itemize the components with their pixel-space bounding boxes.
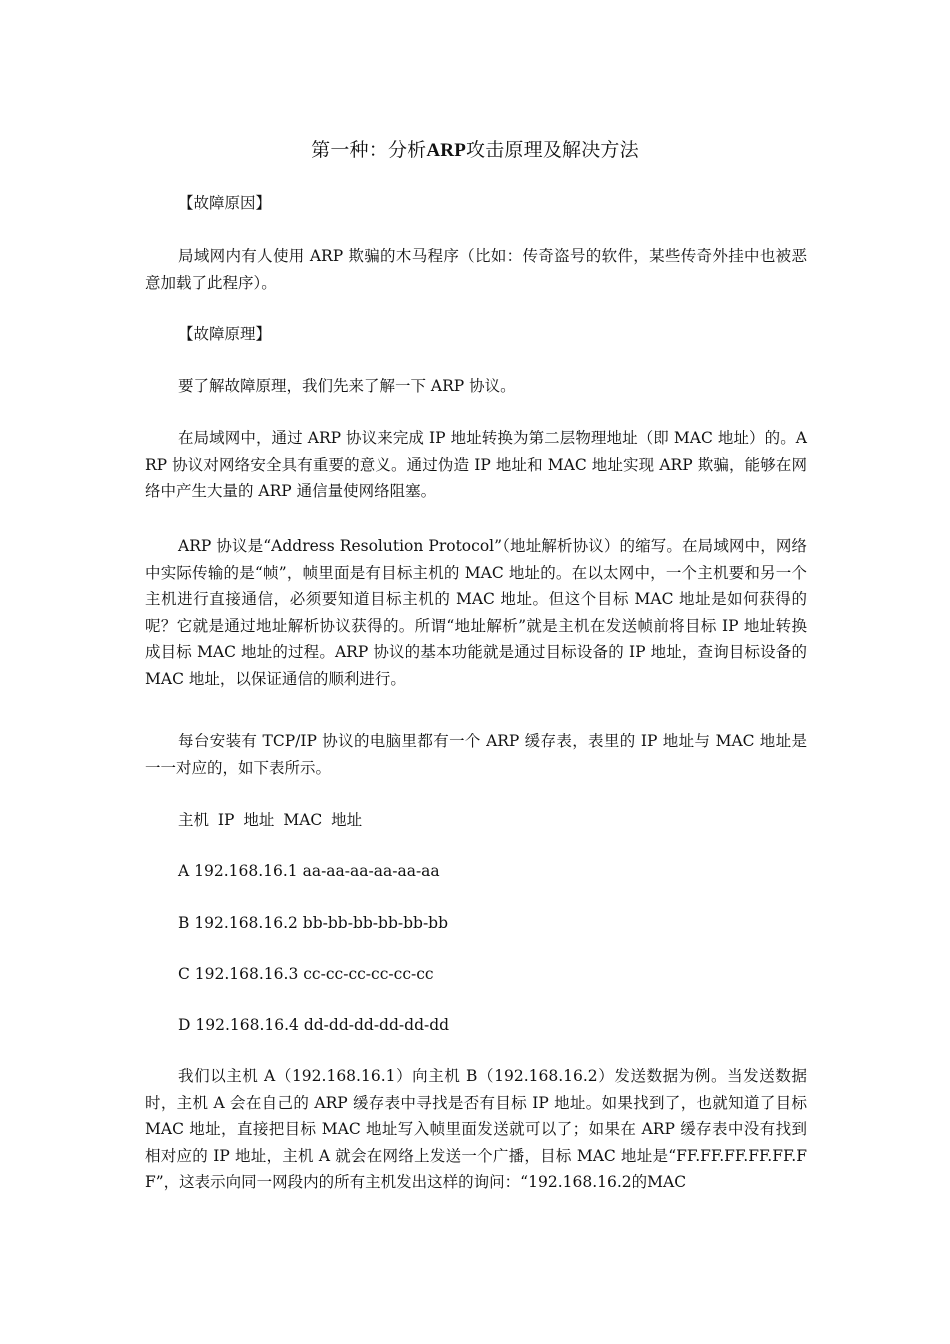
section-heading-cause: 【故障原因】 bbox=[178, 194, 272, 212]
paragraph-arp-role: 在局域网中，通过 ARP 协议来完成 IP 地址转换为第二层物理地址（即 MAC 地址）的。ARP 协议对网络安全具有重要的意义。通过伪造 IP 地址和 MAC 地址实现 ARP 欺骗，能够在网络中产生大量的 ARP 通信量使网络阻塞。 bbox=[145, 429, 807, 500]
paragraph-example: 我们以主机 A（192.168.16.1）向主机 B（192.168.16.2）发送数据为例。当发送数据时，主机 A 会在自己的 ARP 缓存表中寻找是否有目标 IP 地址。如果找到了，也就知道了目标 MAC 地址，直接把目标 MAC 地址写入帧里面发送就可以了；如果在 ARP 缓存表中没有找到相对应的 IP 地址，主机 A 就会在网络上发送一个广播，目标 MAC 地址是“FF.FF.FF.FF.FF.FF”，这表示向同一网段内的所有主机发出这样的询问：“192.168.16.2的MAC bbox=[145, 1067, 807, 1191]
table-row: A 192.168.16.1 aa-aa-aa-aa-aa-aa bbox=[178, 862, 440, 880]
section-heading-principle: 【故障原理】 bbox=[178, 325, 272, 343]
title-suffix: 攻击原理及解决方法 bbox=[466, 139, 639, 161]
table-row: C 192.168.16.3 cc-cc-cc-cc-cc-cc bbox=[178, 965, 434, 983]
title-prefix: 第一种：分析 bbox=[311, 139, 427, 161]
page-title bbox=[0, 136, 950, 165]
paragraph-arp-definition: ARP 协议是“Address Resolution Protocol”（地址解析协议）的缩写。在局域网中，网络中实际传输的是“帧”，帧里面是有目标主机的 MAC 地址的。在以太网中，一个主机要和另一个主机进行直接通信，必须要知道目标主机的 MAC 地址。但这个目标 MAC 地址是如何获得的呢？它就是通过地址解析协议获得的。所谓“地址解析”就是主机在发送帧前将目标 IP 地址转换成目标 MAC 地址的过程。ARP 协议的基本功能就是通过目标设备的 IP 地址，查询目标设备的 MAC 地址，以保证通信的顺利进行。 bbox=[145, 537, 807, 688]
table-row: B 192.168.16.2 bb-bb-bb-bb-bb-bb bbox=[178, 914, 449, 932]
paragraph-intro: 要了解故障原理，我们先来了解一下 ARP 协议。 bbox=[178, 377, 516, 395]
table-header: 主机 IP 地址 MAC 地址 bbox=[178, 811, 363, 829]
title-bold: ARP bbox=[426, 140, 467, 161]
table-row: D 192.168.16.4 dd-dd-dd-dd-dd-dd bbox=[178, 1016, 450, 1034]
paragraph-arp-cache: 每台安装有 TCP/IP 协议的电脑里都有一个 ARP 缓存表，表里的 IP 地址与 MAC 地址是一一对应的，如下表所示。 bbox=[145, 732, 807, 777]
paragraph-cause: 局域网内有人使用 ARP 欺骗的木马程序（比如：传奇盗号的软件，某些传奇外挂中也被恶意加载了此程序）。 bbox=[145, 247, 807, 292]
